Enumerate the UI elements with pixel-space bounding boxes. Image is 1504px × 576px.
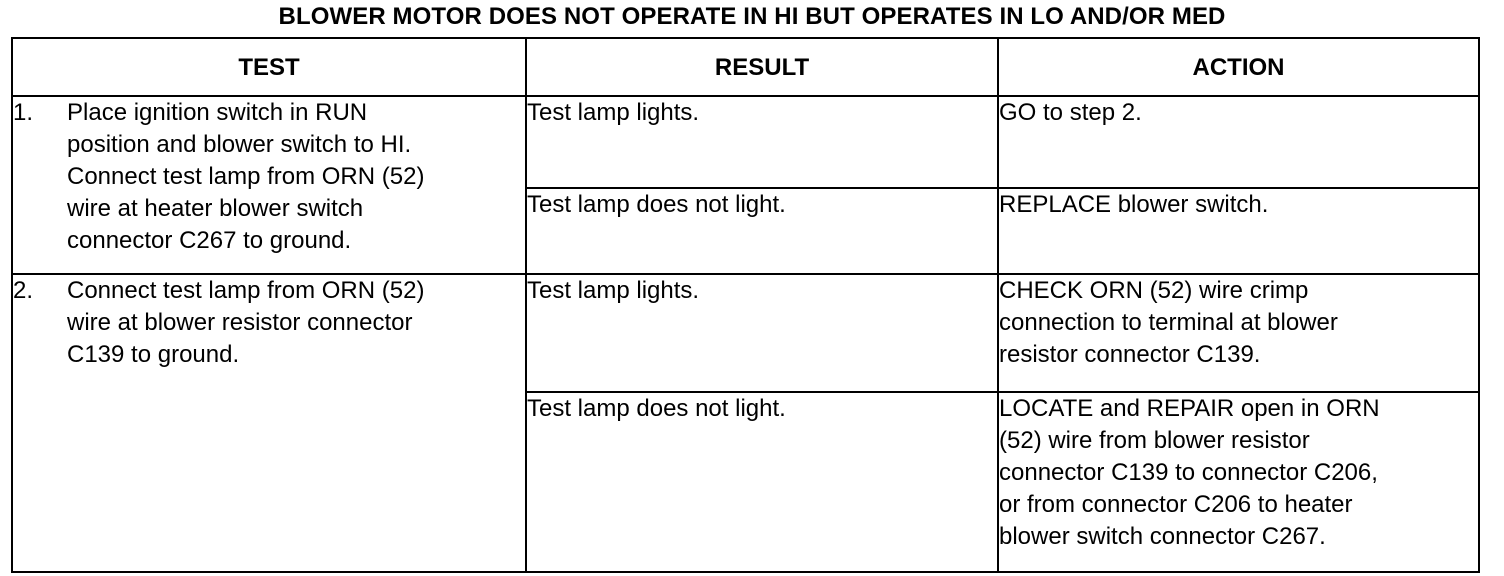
text-line: connector C139 to connector C206, bbox=[999, 459, 1378, 486]
header-test: TEST bbox=[12, 38, 526, 96]
text-line: wire at heater blower switch bbox=[67, 195, 364, 222]
action-cell bbox=[998, 96, 1479, 188]
text-line: connection to terminal at blower bbox=[999, 309, 1338, 336]
text-line: position and blower switch to HI. bbox=[67, 131, 412, 158]
table-row bbox=[12, 96, 1479, 188]
text-line: Place ignition switch in RUN bbox=[67, 99, 368, 126]
table-row bbox=[12, 274, 1479, 392]
test-cell-step-1 bbox=[12, 96, 526, 274]
test-instructions bbox=[67, 275, 525, 371]
action-cell bbox=[998, 188, 1479, 274]
text-line: or from connector C206 to heater bbox=[999, 491, 1353, 518]
text-line: connector C267 to ground. bbox=[67, 227, 352, 254]
text-line: CHECK ORN (52) wire crimp bbox=[999, 277, 1309, 304]
header-result: RESULT bbox=[526, 38, 998, 96]
text-line: blower switch connector C267. bbox=[999, 523, 1326, 550]
header-row bbox=[12, 38, 1479, 96]
text-line: C139 to ground. bbox=[67, 341, 240, 368]
action-cell bbox=[998, 392, 1479, 572]
text-line: Connect test lamp from ORN (52) bbox=[67, 277, 425, 304]
action-cell bbox=[998, 274, 1479, 392]
result-cell: Test lamp lights. bbox=[526, 274, 998, 392]
step-number: 1. bbox=[13, 99, 34, 126]
header-action: ACTION bbox=[998, 38, 1479, 96]
result-cell: Test lamp lights. bbox=[526, 96, 998, 188]
text-line: GO to step 2. bbox=[999, 99, 1142, 126]
text-line: REPLACE blower switch. bbox=[999, 191, 1269, 218]
page-title: BLOWER MOTOR DOES NOT OPERATE IN HI BUT OPERATES IN LO AND/OR MED bbox=[278, 3, 1226, 30]
text-line: LOCATE and REPAIR open in ORN bbox=[999, 395, 1380, 422]
test-instructions bbox=[67, 97, 525, 257]
step-number: 2. bbox=[13, 277, 34, 304]
text-line: resistor connector C139. bbox=[999, 341, 1261, 368]
result-cell: Test lamp does not light. bbox=[526, 188, 998, 274]
test-cell-step-2 bbox=[12, 274, 526, 572]
diagnostic-table bbox=[11, 37, 1480, 573]
text-line: Connect test lamp from ORN (52) bbox=[67, 163, 425, 190]
text-line: (52) wire from blower resistor bbox=[999, 427, 1310, 454]
text-line: wire at blower resistor connector bbox=[67, 309, 413, 336]
result-cell: Test lamp does not light. bbox=[526, 392, 998, 572]
